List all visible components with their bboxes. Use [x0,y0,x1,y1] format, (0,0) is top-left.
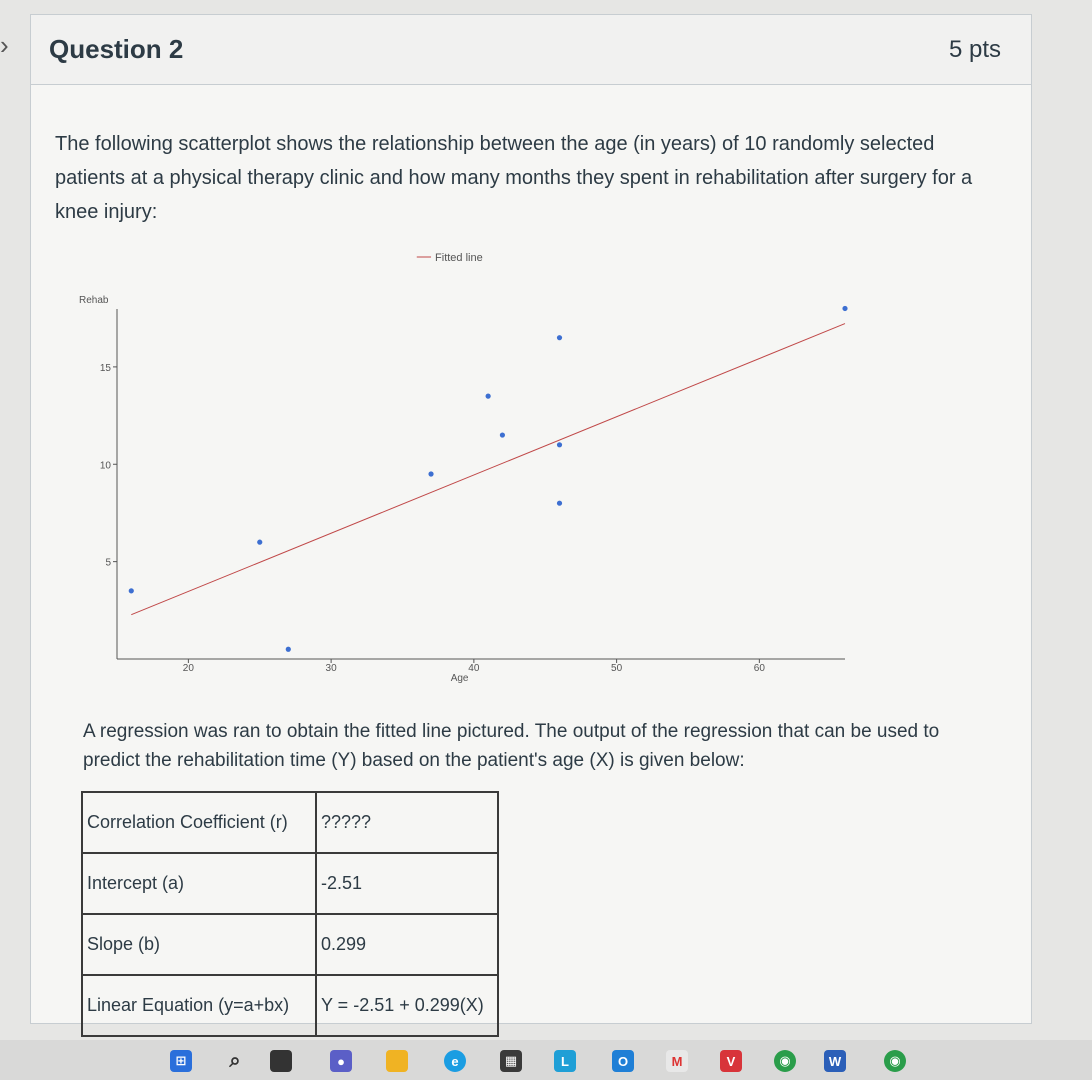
table-cell-label: Linear Equation (y=a+bx) [82,975,316,1036]
table-cell-value: -2.51 [316,853,498,914]
table-row [82,792,498,853]
table-row [82,853,498,914]
edge-icon[interactable]: e [444,1050,466,1072]
data-point [129,588,134,593]
x-axis-label: Age [450,673,469,684]
data-point [500,432,505,437]
data-point [557,442,562,447]
windows-icon[interactable]: ⊞ [170,1050,192,1072]
data-point [286,647,291,652]
app-l-icon[interactable]: L [554,1050,576,1072]
search-icon[interactable]: ⌕ [229,1049,241,1072]
data-point [557,501,562,506]
data-point [486,394,491,399]
store-icon[interactable]: ▦ [500,1050,522,1072]
question-intro: The following scatterplot shows the relationship between the age (in years) of 10 randomly selected patients at a physical therapy clinic and how many months they spent in rehabilitation after surgery for a knee injury: [55,133,973,223]
legend-label: Fitted line [435,252,483,264]
scatterplot [75,249,855,709]
data-point [842,306,847,311]
chrome-profile-icon[interactable]: ◉ [884,1050,906,1072]
app-o-icon[interactable]: O [612,1050,634,1072]
table-cell-label: Intercept (a) [82,853,316,914]
file-explorer-icon[interactable] [386,1050,408,1072]
table-row [82,975,498,1036]
data-point [428,471,433,476]
y-tick-label: 15 [99,362,111,374]
regression-description: A regression was ran to obtain the fitted line pictured. The output of the regression that can be used to predict the rehabilitation time (Y) based on the patient's age (X) is given below: [83,721,940,771]
question-header [31,15,1031,85]
taskbar [0,1040,1092,1080]
table-cell-label: Slope (b) [82,914,316,975]
fitted-line [131,324,845,615]
x-tick-label: 60 [753,663,765,674]
data-point [557,335,562,340]
table-cell-value: Y = -2.51 + 0.299(X) [316,975,498,1036]
gmail-icon[interactable]: M [666,1050,688,1072]
x-tick-label: 50 [611,663,623,674]
table-cell-value: 0.299 [316,914,498,975]
collapse-chevron-icon[interactable]: › [0,30,9,60]
table-cell-label: Correlation Coefficient (r) [82,792,316,853]
data-point [257,540,262,545]
y-tick-label: 5 [105,557,111,569]
x-tick-label: 40 [468,663,480,674]
x-tick-label: 30 [325,663,337,674]
question-card [30,14,1032,1024]
table-cell-value: ????? [316,792,498,853]
task-view-icon[interactable] [270,1050,292,1072]
x-tick-label: 20 [182,663,194,674]
scatterplot-svg [75,249,855,709]
y-axis-label: Rehab [79,295,109,306]
question-body [31,85,1031,1023]
question-title: Question 2 [49,34,184,64]
question-points: 5 pts [948,35,1001,63]
chat-icon[interactable]: ● [330,1050,352,1072]
table-row [82,914,498,975]
regression-results-table [81,791,499,1037]
app-v-icon[interactable]: V [720,1050,742,1072]
y-tick-label: 10 [99,460,111,472]
chrome-icon[interactable]: ◉ [774,1050,796,1072]
word-icon[interactable]: W [824,1050,846,1072]
